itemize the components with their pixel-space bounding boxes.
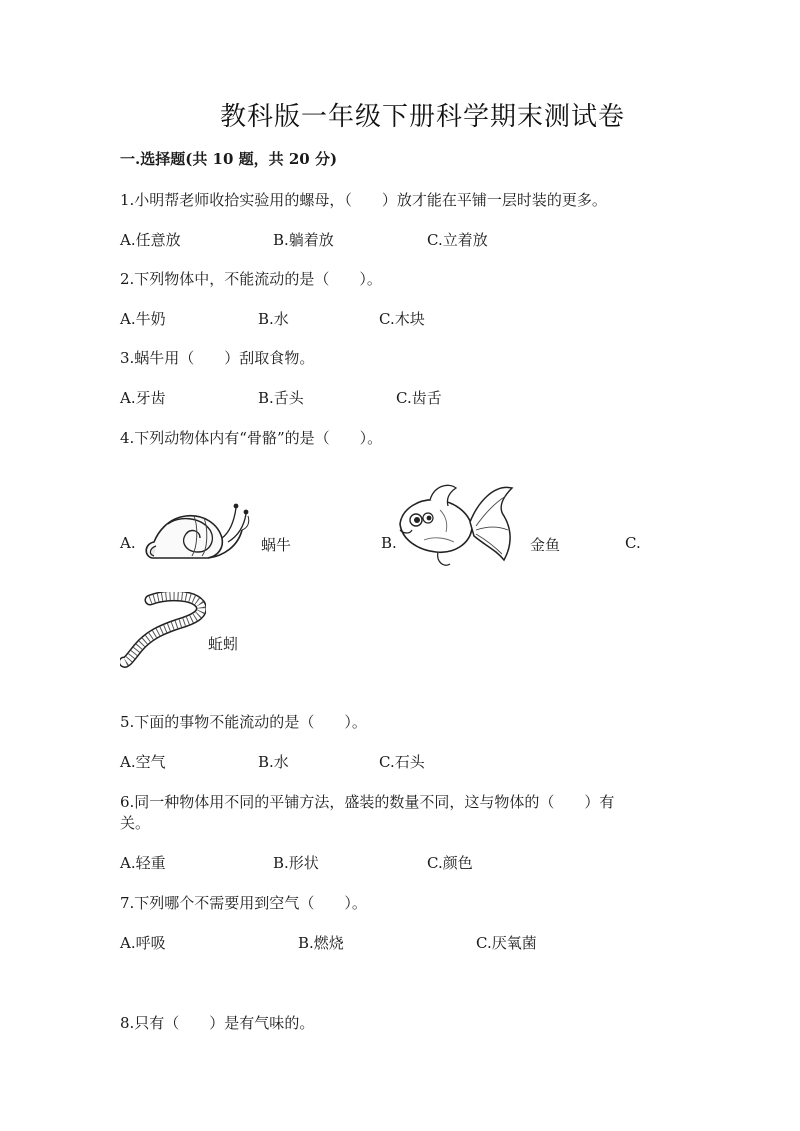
goldfish-illustration — [394, 480, 518, 572]
q5-option-a[interactable]: A.空气 — [120, 753, 166, 771]
page-title: 教科版一年级下册科学期末测试卷 — [220, 102, 626, 132]
question-6-line-1: 6.同一种物体用不同的平铺方法，盛装的数量不同，这与物体的（ ）有 — [120, 793, 615, 811]
snail-illustration — [138, 486, 262, 570]
q3-option-a[interactable]: A.牙齿 — [120, 389, 166, 407]
q7-option-a[interactable]: A.呼吸 — [120, 934, 166, 952]
q6-option-a[interactable]: A.轻重 — [120, 854, 166, 872]
q4-option-b[interactable]: B. — [381, 534, 397, 552]
q6-option-b[interactable]: B.形状 — [273, 854, 319, 872]
question-1: 1.小明帮老师收拾实验用的螺母，（ ）放才能在平铺一层时装的更多。 — [120, 191, 607, 209]
question-8: 8.只有（ ）是有气味的。 — [120, 1014, 315, 1032]
section-heading: 一.选择题(共 10 题，共 20 分) — [120, 150, 338, 168]
question-5: 5.下面的事物不能流动的是（ ）。 — [120, 713, 367, 731]
earthworm-label: 蚯蚓 — [208, 635, 239, 653]
q2-option-a[interactable]: A.牛奶 — [120, 310, 166, 328]
question-7: 7.下列哪个不需要用到空气（ ）。 — [120, 894, 367, 912]
goldfish-label: 金鱼 — [530, 536, 561, 554]
question-4: 4.下列动物体内有“骨骼”的是（ ）。 — [120, 429, 383, 447]
q1-option-a[interactable]: A.任意放 — [120, 231, 181, 249]
earthworm-illustration — [120, 592, 206, 668]
snail-label: 蜗牛 — [261, 536, 292, 554]
q3-option-c[interactable]: C.齿舌 — [396, 389, 442, 407]
q5-option-b[interactable]: B.水 — [258, 753, 289, 771]
q1-option-c[interactable]: C.立着放 — [427, 231, 488, 249]
q2-option-b[interactable]: B.水 — [258, 310, 289, 328]
question-3: 3.蜗牛用（ ）刮取食物。 — [120, 349, 315, 367]
question-2: 2.下列物体中，不能流动的是（ ）。 — [120, 270, 382, 288]
q4-option-a[interactable]: A. — [120, 534, 136, 552]
q7-option-c[interactable]: C.厌氧菌 — [476, 934, 537, 952]
question-6-line-2: 关。 — [120, 814, 151, 832]
q3-option-b[interactable]: B.舌头 — [258, 389, 304, 407]
q5-option-c[interactable]: C.石头 — [379, 753, 425, 771]
q2-option-c[interactable]: C.木块 — [379, 310, 425, 328]
q6-option-c[interactable]: C.颜色 — [427, 854, 473, 872]
q7-option-b[interactable]: B.燃烧 — [298, 934, 344, 952]
q4-option-c[interactable]: C. — [625, 534, 641, 552]
q1-option-b[interactable]: B.躺着放 — [273, 231, 334, 249]
